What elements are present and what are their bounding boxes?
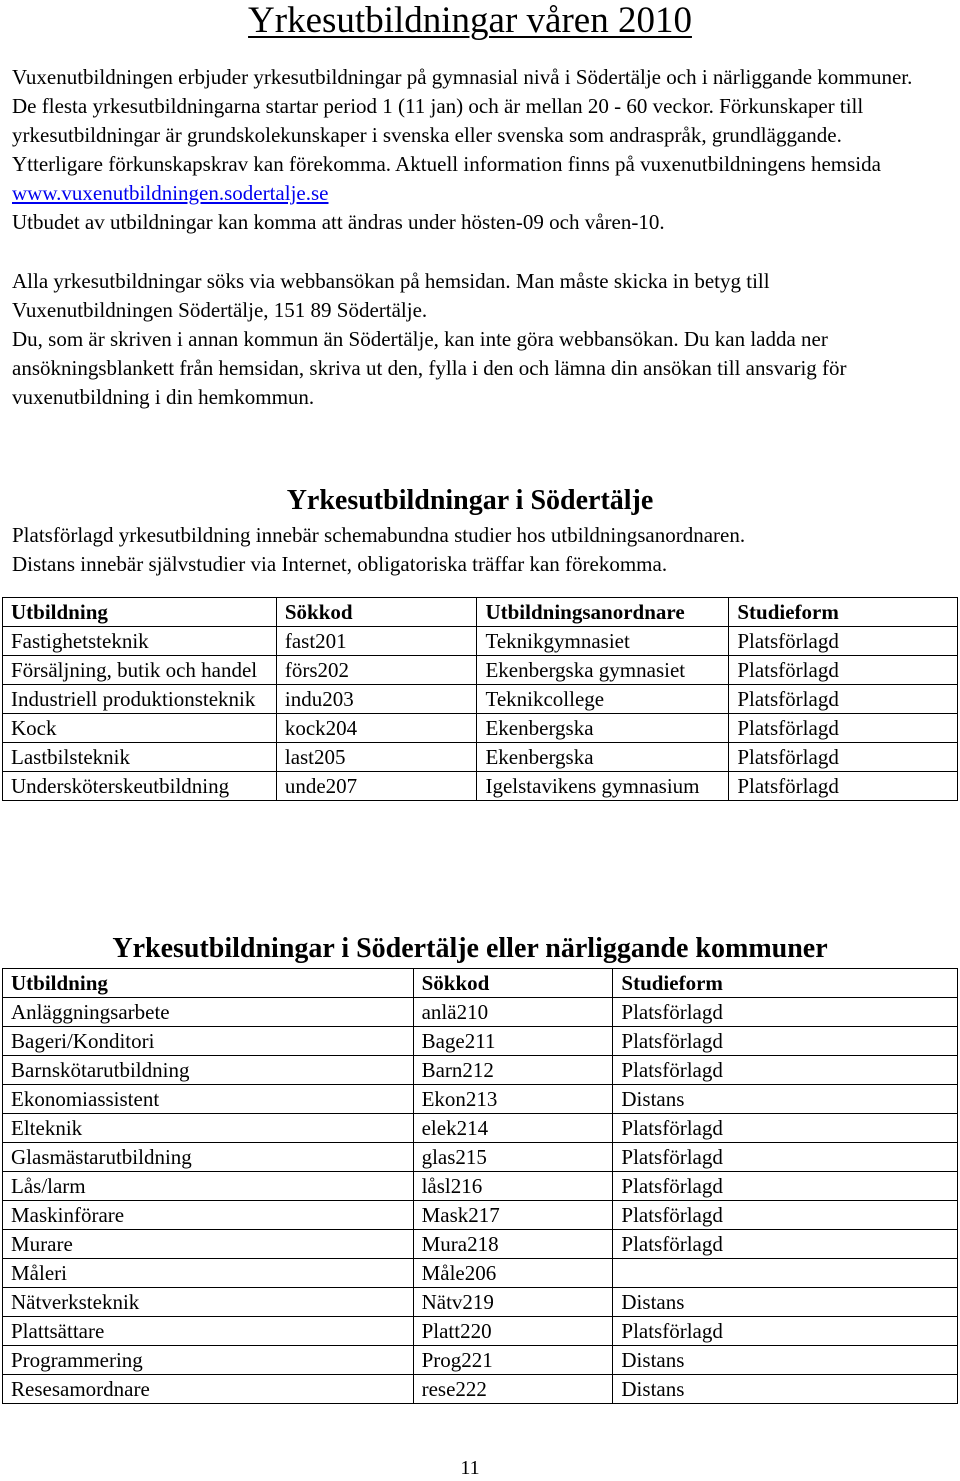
cell-studieform: Platsförlagd xyxy=(613,1201,958,1230)
page-title: Yrkesutbildningar våren 2010 xyxy=(248,0,692,41)
cell-anordnare: Teknikgymnasiet xyxy=(477,627,729,656)
cell-anordnare: Igelstavikens gymnasium xyxy=(477,772,729,801)
section1-line-1: Platsförlagd yrkesutbildning innebär schemabundna studier hos utbildningsanordnaren. xyxy=(12,523,746,547)
cell-utbildning: Murare xyxy=(3,1230,414,1259)
cell-utbildning: Lås/larm xyxy=(3,1172,414,1201)
cell-utbildning: Bageri/Konditori xyxy=(3,1027,414,1056)
section1-description xyxy=(12,521,932,579)
cell-anordnare: Ekenbergska xyxy=(477,743,729,772)
table-row xyxy=(3,627,958,656)
cell-studieform: Platsförlagd xyxy=(613,1027,958,1056)
header-studieform: Studieform xyxy=(613,969,958,998)
cell-sokkod: Ekon213 xyxy=(413,1085,613,1114)
cell-utbildning: Lastbilsteknik xyxy=(3,743,277,772)
cell-sokkod: Mura218 xyxy=(413,1230,613,1259)
cell-utbildning: Maskinförare xyxy=(3,1201,414,1230)
table-row xyxy=(3,1230,958,1259)
intro-paragraph-1: Vuxenutbildningen erbjuder yrkesutbildningar på gymnasial nivå i Södertälje och i närliggande kommuner. De flesta yrkesutbildningarna startar period 1 (11 jan) och är mellan 20 - 60 veckor. Förkunskaper till yrkesutbildningar är grundskolekunskaper i svenska eller svenska som andraspråk, grundläggande. Ytterligare förkunskapskrav kan förekomma. Aktuell information finns på vuxenutbildningens hemsida www.vuxenutbildningen.sodertalje.se xyxy=(12,65,913,205)
cell-utbildning: Nätverksteknik xyxy=(3,1288,414,1317)
table-row xyxy=(3,998,958,1027)
section1-line-2: Distans innebär självstudier via Internet, obligatoriska träffar kan förekomma. xyxy=(12,552,668,576)
page-number: 11 xyxy=(460,1457,480,1479)
cell-utbildning: Plattsättare xyxy=(3,1317,414,1346)
cell-sokkod: last205 xyxy=(276,743,477,772)
cell-utbildning: Försäljning, butik och handel xyxy=(3,656,277,685)
cell-utbildning: Elteknik xyxy=(3,1114,414,1143)
table-row xyxy=(3,1317,958,1346)
header-studieform: Studieform xyxy=(729,598,958,627)
cell-utbildning: Barnskötarutbildning xyxy=(3,1056,414,1085)
cell-anordnare: Ekenbergska gymnasiet xyxy=(477,656,729,685)
table-row xyxy=(3,1056,958,1085)
header-utbildning: Utbildning xyxy=(3,969,414,998)
cell-studieform: Platsförlagd xyxy=(729,772,958,801)
website-link[interactable]: www.vuxenutbildningen.sodertalje.se xyxy=(12,181,329,205)
cell-utbildning: Ekonomiassistent xyxy=(3,1085,414,1114)
cell-studieform: Platsförlagd xyxy=(613,998,958,1027)
sodertalje-education-table xyxy=(2,597,958,801)
nearby-education-table xyxy=(2,968,958,1404)
table-row xyxy=(3,714,958,743)
cell-studieform: Distans xyxy=(613,1375,958,1404)
cell-sokkod: Platt220 xyxy=(413,1317,613,1346)
cell-studieform: Distans xyxy=(613,1288,958,1317)
cell-utbildning: Industriell produktionsteknik xyxy=(3,685,277,714)
cell-studieform: Platsförlagd xyxy=(613,1172,958,1201)
header-anordnare: Utbildningsanordnare xyxy=(477,598,729,627)
cell-studieform: Platsförlagd xyxy=(613,1230,958,1259)
intro-text xyxy=(12,63,932,412)
table-row xyxy=(3,1201,958,1230)
table-row xyxy=(3,685,958,714)
cell-sokkod: fast201 xyxy=(276,627,477,656)
table-row xyxy=(3,656,958,685)
cell-studieform: Platsförlagd xyxy=(729,743,958,772)
cell-sokkod: rese222 xyxy=(413,1375,613,1404)
table-row xyxy=(3,743,958,772)
table-row xyxy=(3,1114,958,1143)
cell-sokkod: unde207 xyxy=(276,772,477,801)
cell-utbildning: Fastighetsteknik xyxy=(3,627,277,656)
cell-sokkod: förs202 xyxy=(276,656,477,685)
intro-paragraph-4: Du, som är skriven i annan kommun än Södertälje, kan inte göra webbansökan. Du kan ladda ner ansökningsblankett från hemsidan, skriva ut den, fylla i den och lämna din ansökan till ansvarig för vuxenutbildning i din hemkommun. xyxy=(12,327,847,409)
cell-sokkod: glas215 xyxy=(413,1143,613,1172)
cell-sokkod: låsl216 xyxy=(413,1172,613,1201)
cell-sokkod: anlä210 xyxy=(413,998,613,1027)
section2-title: Yrkesutbildningar i Södertälje eller närliggande kommuner xyxy=(112,933,828,964)
cell-studieform: Distans xyxy=(613,1085,958,1114)
cell-studieform: Platsförlagd xyxy=(613,1143,958,1172)
cell-studieform xyxy=(613,1259,958,1288)
cell-studieform: Distans xyxy=(613,1346,958,1375)
cell-sokkod: Måle206 xyxy=(413,1259,613,1288)
table-row xyxy=(3,1085,958,1114)
cell-studieform: Platsförlagd xyxy=(613,1056,958,1085)
cell-utbildning: Glasmästarutbildning xyxy=(3,1143,414,1172)
table-header-row xyxy=(3,598,958,627)
table-row xyxy=(3,772,958,801)
cell-utbildning: Måleri xyxy=(3,1259,414,1288)
table-row xyxy=(3,1375,958,1404)
section1-title: Yrkesutbildningar i Södertälje xyxy=(286,485,654,516)
cell-studieform: Platsförlagd xyxy=(613,1114,958,1143)
cell-sokkod: Bage211 xyxy=(413,1027,613,1056)
cell-sokkod: elek214 xyxy=(413,1114,613,1143)
header-sokkod: Sökkod xyxy=(413,969,613,998)
cell-utbildning: Programmering xyxy=(3,1346,414,1375)
cell-sokkod: Prog221 xyxy=(413,1346,613,1375)
cell-studieform: Platsförlagd xyxy=(729,656,958,685)
table-row xyxy=(3,1027,958,1056)
cell-sokkod: Nätv219 xyxy=(413,1288,613,1317)
cell-utbildning: Kock xyxy=(3,714,277,743)
cell-anordnare: Teknikcollege xyxy=(477,685,729,714)
table-row xyxy=(3,1346,958,1375)
intro-paragraph-2: Utbudet av utbildningar kan komma att ändras under hösten-09 och våren-10. xyxy=(12,210,665,234)
header-sokkod: Sökkod xyxy=(276,598,477,627)
table-header-row xyxy=(3,969,958,998)
cell-studieform: Platsförlagd xyxy=(613,1317,958,1346)
cell-sokkod: Mask217 xyxy=(413,1201,613,1230)
table-row xyxy=(3,1259,958,1288)
cell-studieform: Platsförlagd xyxy=(729,685,958,714)
cell-utbildning: Resesamordnare xyxy=(3,1375,414,1404)
cell-anordnare: Ekenbergska xyxy=(477,714,729,743)
table-row xyxy=(3,1172,958,1201)
cell-utbildning: Undersköterskeutbildning xyxy=(3,772,277,801)
cell-sokkod: kock204 xyxy=(276,714,477,743)
table-row xyxy=(3,1143,958,1172)
intro-paragraph-3: Alla yrkesutbildningar söks via webbansökan på hemsidan. Man måste skicka in betyg till Vuxenutbildningen Södertälje, 151 89 Södertälje. xyxy=(12,269,770,322)
cell-studieform: Platsförlagd xyxy=(729,627,958,656)
cell-sokkod: indu203 xyxy=(276,685,477,714)
cell-studieform: Platsförlagd xyxy=(729,714,958,743)
table-row xyxy=(3,1288,958,1317)
header-utbildning: Utbildning xyxy=(3,598,277,627)
cell-sokkod: Barn212 xyxy=(413,1056,613,1085)
cell-utbildning: Anläggningsarbete xyxy=(3,998,414,1027)
